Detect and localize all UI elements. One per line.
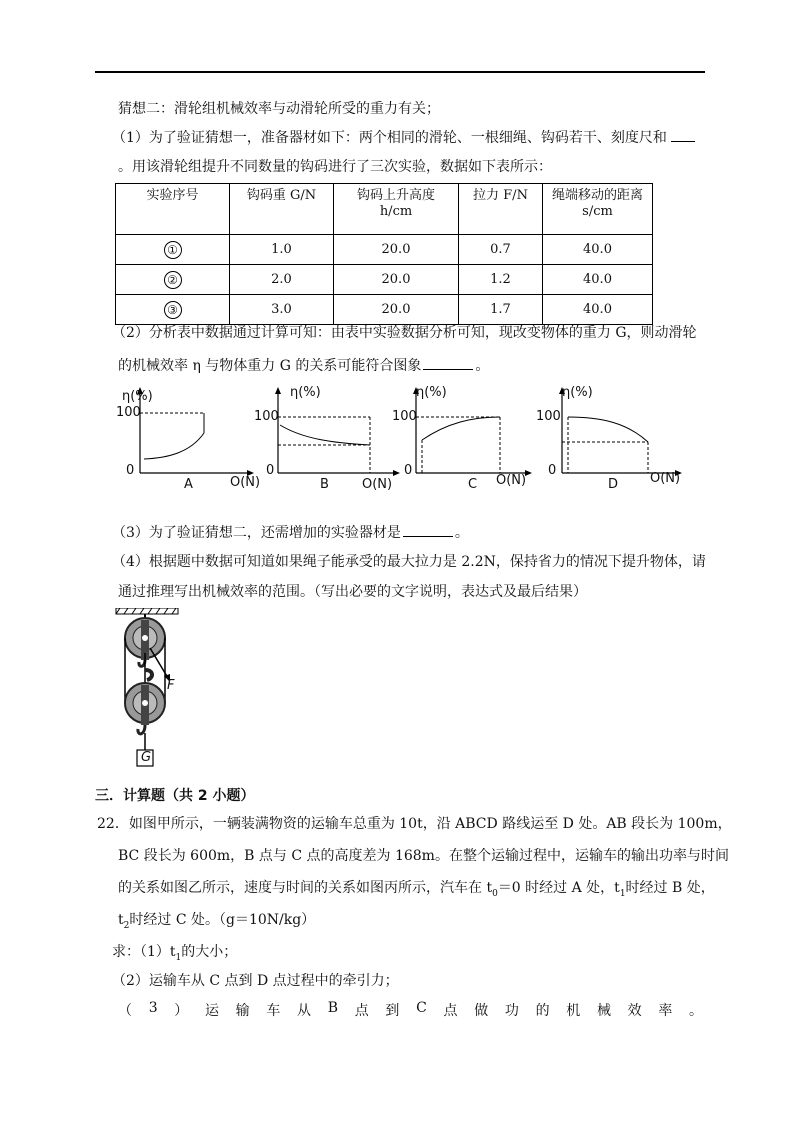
graph-c-xlabel: O(N) xyxy=(496,473,527,488)
graph-b-ytick: 100 xyxy=(254,409,279,424)
table-row xyxy=(116,235,653,265)
ask-1: 求：$(1)t_1$的大小； xyxy=(112,944,238,963)
graph-b xyxy=(254,385,408,495)
answer-blank-1[interactable] xyxy=(671,129,695,142)
table-header: 钩码重 G/N xyxy=(230,184,334,235)
question-2-line-b: 的机械效率 η 与物体重力 G 的关系可能符合图象 。 xyxy=(118,358,490,374)
question-4-line-b: 通过推理写出机械效率的范围。（写出必要的文字说明，表达式及最后结果） xyxy=(118,584,587,600)
table-row xyxy=(116,295,653,325)
guess-two-text: 猜想二：滑轮组机械效率与动滑轮所受的重力有关； xyxy=(118,101,440,117)
table-cell: 1.7 xyxy=(459,295,543,325)
graph-d-xlabel: O(N) xyxy=(650,471,681,486)
table-cell: 40.0 xyxy=(543,235,653,265)
graph-b-letter: B xyxy=(320,477,329,492)
graph-d-ytick: 100 xyxy=(536,409,561,424)
table-row xyxy=(116,265,653,295)
pulley-diagram xyxy=(112,608,192,770)
table-cell: ② xyxy=(116,265,230,295)
ask-2: （2）运输车从 C 点到 D 点过程中的牵引力； xyxy=(112,973,399,989)
table-cell: ① xyxy=(116,235,230,265)
graph-a-ytick: 100 xyxy=(116,405,141,420)
question-4-line-a: （4）根据题中数据可知道如果绳子能承受的最大拉力是 2.2N，保持省力的情况下提升物体，请 xyxy=(112,554,706,570)
table-cell: 20.0 xyxy=(334,235,459,265)
graph-b-xlabel: O(N) xyxy=(362,477,393,492)
graph-c-origin: 0 xyxy=(404,463,413,478)
question-1-line-b: 。用该滑轮组提升不同数量的钩码进行了三次实验，数据如下表所示： xyxy=(118,159,552,175)
weight-label: G xyxy=(141,750,152,765)
table-cell: 1.2 xyxy=(459,265,543,295)
question-3-line: （3）为了验证猜想二，还需增加的实验器材是 。 xyxy=(112,525,469,541)
problem-22-line-4: $t_2$时经过 C 处。（g＝10N/kg） xyxy=(118,912,316,931)
graph-d-origin: 0 xyxy=(548,463,557,478)
problem-22-line-2: BC 段长为 600m，B 点与 C 点的高度差为 168m。在整个运输过程中，运输车的输出功率与时间 xyxy=(118,848,729,864)
table-cell: 40.0 xyxy=(543,295,653,325)
graph-c xyxy=(392,385,542,495)
answer-blank-2[interactable] xyxy=(423,357,473,370)
header-rule xyxy=(95,71,705,73)
experiment-table xyxy=(115,183,653,325)
ask-3: （ 3 ） 运 输 车 从 B 点 到 C 点 做 功 的 机 械 效 率 。 xyxy=(118,1000,703,1019)
answer-blank-3[interactable] xyxy=(403,524,453,537)
table-header: 实验序号 xyxy=(116,184,230,235)
graph-a xyxy=(112,385,262,495)
graph-b-ylabel: η(%) xyxy=(290,385,321,400)
graph-d-letter: D xyxy=(608,477,619,492)
problem-22-line-1: 22．如图甲所示，一辆装满物资的运输车总重为 10t，沿 ABCD 路线运至 D 处。AB 段长为 100m， xyxy=(97,816,732,832)
graph-d xyxy=(532,385,692,495)
table-cell: 20.0 xyxy=(334,295,459,325)
force-label: F xyxy=(167,678,175,693)
graph-a-xlabel: O(N) xyxy=(230,475,261,490)
table-header: 拉力 F/N xyxy=(459,184,543,235)
table-cell: 0.7 xyxy=(459,235,543,265)
graph-c-ylabel: η(%) xyxy=(416,385,447,400)
problem-22-line-3: 的关系如图乙所示，速度与时间的关系如图丙所示，汽车在 $t_0=0$ 时经过 A 处，$t_1$时经过 B 处， xyxy=(118,880,715,899)
question-3-text: （3）为了验证猜想二，还需增加的实验器材是 xyxy=(112,525,401,541)
question-1-line-a xyxy=(112,129,695,147)
graph-d-ylabel: η(%) xyxy=(562,385,593,400)
graph-b-origin: 0 xyxy=(266,463,275,478)
table-header: 钩码上升高度 h/cm xyxy=(334,184,459,235)
table-header-row xyxy=(116,184,653,235)
graph-a-ylabel: η(%) xyxy=(122,389,153,404)
table-cell: 1.0 xyxy=(230,235,334,265)
pulley-figure xyxy=(112,608,192,770)
table-cell: 20.0 xyxy=(334,265,459,295)
question-1-text: （1）为了验证猜想一，准备器材如下：两个相同的滑轮、一根细绳、钩码若干、刻度尺和 xyxy=(112,130,667,146)
table-cell: ③ xyxy=(116,295,230,325)
table-cell: 3.0 xyxy=(230,295,334,325)
question-2-line-a: （2）分析表中数据通过计算可知：由表中实验数据分析可知，现改变物体的重力 G，则动滑轮 xyxy=(112,325,697,341)
question-2-text: 的机械效率 η 与物体重力 G 的关系可能符合图象 xyxy=(118,358,422,374)
graph-a-origin: 0 xyxy=(126,463,135,478)
table-cell: 2.0 xyxy=(230,265,334,295)
table-cell: 40.0 xyxy=(543,265,653,295)
graph-c-ytick: 100 xyxy=(392,409,417,424)
graph-a-letter: A xyxy=(184,477,193,492)
graph-c-letter: C xyxy=(468,477,478,492)
section-three-title: 三．计算题（共 2 小题） xyxy=(95,788,255,804)
table-header: 绳端移动的距离 s/cm xyxy=(543,184,653,235)
